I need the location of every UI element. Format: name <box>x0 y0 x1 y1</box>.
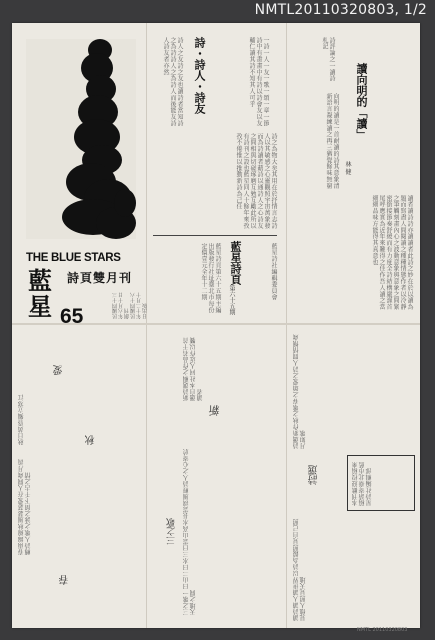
notice-box: 本刊歡迎投稿來稿請寄臺北市藍星詩社編輯部 <box>347 455 415 511</box>
lower-heading-shixuan: 詩選 <box>309 465 320 485</box>
masthead: 藍星詩頁 <box>229 241 242 285</box>
lower-middle-panel: 新 三之歌 新詩選輯之作品若干首選自本社同人近作以饗讀者 三之歌一曰山二曰水三曰雲山高水長雲淡風輕詩人之心寄於天地之間 <box>167 337 221 615</box>
archive-stamp: NMTL 20110320803 <box>357 627 408 633</box>
lower-heading-chun: 春 <box>60 575 71 585</box>
english-title: THE BLUE STARS <box>26 252 121 264</box>
poetry-leaflet <box>12 23 420 633</box>
essay-heading: 詩・詩人・詩友 <box>193 37 206 114</box>
lower-heading-xin: 新 <box>208 405 221 416</box>
masthead-issue: 第六十五期 <box>228 285 235 315</box>
review-panel: 詩評論之一讀詩札記 讀向明的「讀」 林 健 向明的讀是一首耐讀的詩其意象清新語言凝練讀之再三猶覺餘味無窮 讀者讀詩詩亦讀讀者此詩之妙在於以讀為題而寫盡人間閱讀之種種情態作者以冷靜之筆觸刻畫內心之波動意象與意象之間緊密銜接節奏舒緩而有力度全詩結構嚴謹首尾呼應實為近年來難得之佳作吾人讀之當細細品味方能得其真意也 <box>321 37 413 311</box>
cover-illustration <box>26 39 136 239</box>
lower-left-panel: 愛 秋 春 春雨綿綿秋風瑟瑟愛在人間歲月流轉詩人歌之詠之留下千古之情 秋日黃昏獨立寒江 <box>18 365 97 585</box>
subtitle: 詩頁雙月刊 <box>67 271 133 285</box>
issue-date: 民國四十六年十二月十日出版 <box>130 292 148 319</box>
cover-panel <box>12 23 148 328</box>
issue-number: 65 <box>60 305 84 328</box>
lower-heading-ai: 愛 <box>54 365 65 375</box>
title-char-xing: 星 <box>28 292 52 321</box>
lower-heading-song: 三之歌 <box>167 518 177 545</box>
lower-heading-qiu: 秋 <box>86 435 97 445</box>
lower-right-panel: 本刊歡迎投稿來稿請寄臺北市藍星詩社編輯部 詩選新作秋之歌春之頌愛之詩人間情懷歲月如歌 讀詩讀人讀世界以詩為鏡照見自己照見他人照見天地 詩選 <box>287 325 420 628</box>
review-author: 林 健 <box>344 161 351 175</box>
essay-panel: 詩人之友詩之友也讀詩者當知詩之為詩詩人之為詩人而後能友詩人詩友者亦然 一詩一人一友一歌一頌一章一節詩中有畫畫中有詩以詩會友以友輔仁讀其詩不知其人可乎 詩・詩人・詩友 詩之為物大矣其用在於抒情言志詩人以其敏感之心靈觀照宇宙萬象發而為詩讀者藉詩以通詩人之心詩友之間相與切磋琢磨互勉互勵此所以有詩刊之設也藍星同人十餘年來孜孜不倦惟以推動新詩為己任 藍星詩頁第六十五期主編出版發行社址臺北市每份定價壹元全年十二期 藍星詩頁 第六十五期 藍星詩社編輯委員會 <box>147 23 286 323</box>
archive-watermark: NMTL20110320803, 1/2 <box>254 2 427 18</box>
review-heading: 讀向明的「讀」 <box>355 63 368 140</box>
title-char-lan: 藍 <box>28 266 52 295</box>
founded-date: 民國四十三年六月十日創刊 <box>112 292 130 319</box>
